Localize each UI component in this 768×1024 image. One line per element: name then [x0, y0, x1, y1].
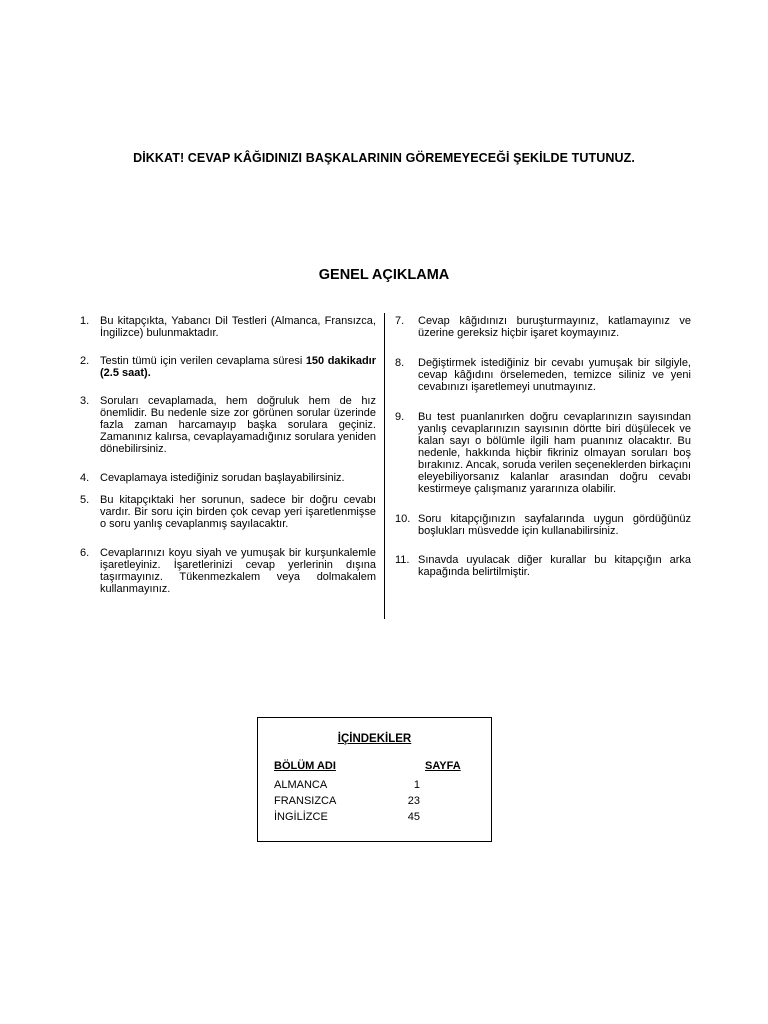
- item-number: 5.: [80, 494, 90, 506]
- column-divider: [384, 313, 385, 619]
- warning-notice: DİKKAT! CEVAP KÂĞIDINIZI BAŞKALARININ GÖREMEYECEĞİ ŞEKİLDE TUTUNUZ.: [133, 151, 635, 165]
- toc-section-name: ALMANCA: [274, 779, 328, 791]
- instruction-item-2: [80, 355, 376, 379]
- instruction-item-8: [395, 357, 691, 393]
- toc-page-number: 23: [407, 795, 420, 807]
- instruction-item-1: [80, 315, 376, 339]
- toc-row: [274, 779, 464, 791]
- toc-page-number: 1: [413, 779, 420, 791]
- item-number: 4.: [80, 472, 90, 484]
- item-text: Cevap kâğıdınızı buruşturmayınız, katlamayınız ve üzerine gereksiz hiçbir işaret koymayınız.: [418, 315, 691, 339]
- toc-row: [274, 811, 464, 823]
- item-text: Cevaplarınızı koyu siyah ve yumuşak bir kurşunkalemle işaretleyiniz. İşaretlerinizi cevap yerlerinin dışına taşırmayınız. Tükenmezkalem veya dolmakalem kullanmayınız.: [100, 547, 376, 595]
- item-text: Testin tümü için verilen cevaplama süresi: [100, 355, 306, 367]
- toc-title: İÇİNDEKİLER: [337, 733, 412, 745]
- item-text: Cevaplamaya istediğiniz sorudan başlayabilirsiniz.: [100, 472, 345, 484]
- item-number: 9.: [395, 411, 405, 423]
- item-number: 6.: [80, 547, 90, 559]
- instruction-item-7: [395, 315, 691, 339]
- instruction-item-3: [80, 395, 376, 455]
- item-number: 3.: [80, 395, 90, 407]
- toc-row: [274, 795, 464, 807]
- item-number: 2.: [80, 355, 90, 367]
- item-text: Soru kitapçığınızın sayfalarında uygun gördüğünüz boşlukları müsvedde için kullanabilirsiniz.: [418, 513, 691, 537]
- instructions-right-column: [395, 315, 691, 578]
- item-text-bold: 150 dakikadır (2.5 saat).: [100, 355, 376, 379]
- toc-section-name: FRANSIZCA: [274, 795, 337, 807]
- item-text: Sınavda uyulacak diğer kurallar bu kitapçığın arka kapağında belirtilmiştir.: [418, 554, 691, 578]
- toc-header-page: SAYFA: [425, 760, 461, 772]
- item-number: 10.: [395, 513, 411, 525]
- instructions-left-column: [80, 315, 376, 595]
- toc-page-number: 45: [407, 811, 420, 823]
- item-number: 7.: [395, 315, 405, 327]
- item-number: 11.: [395, 554, 410, 566]
- item-text: Bu kitapçıkta, Yabancı Dil Testleri (Almanca, Fransızca, İngilizce) bulunmaktadır.: [100, 315, 376, 339]
- item-text: Bu test puanlanırken doğru cevaplarınızın sayısından yanlış cevaplarınızın sayısının dörtte biri düşülecek ve kalan sayı o bölümle ilgili ham puanınız olacaktır. Bu nedenle, hakkında hiçbir fikriniz olmayan soruları boş bırakınız. Ancak, soruda verilen seçeneklerden birkaçını eleyebiliyorsanız kalanlar arasından doğru cevabı kestirmeye çalışmanız yararınıza olabilir.: [418, 411, 691, 495]
- instruction-item-11: [395, 554, 691, 578]
- item-text: Değiştirmek istediğiniz bir cevabı yumuşak bir silgiyle, cevap kâğıdını örselemeden, temizce siliniz ve yeni cevabınızı işaretlemeyi unutmayınız.: [418, 357, 691, 393]
- instruction-item-5: [80, 494, 376, 530]
- item-text: Soruları cevaplamada, hem doğruluk hem de hız önemlidir. Bu nedenle size zor görünen sorular üzerinde fazla zaman harcamayıp başka sorulara geçiniz. Zamanınız kalırsa, cevaplayamadığınız sorulara yeniden dönebilirsiniz.: [100, 395, 376, 455]
- toc-section-name: İNGİLİZCE: [274, 811, 328, 823]
- item-number: 1.: [80, 315, 90, 327]
- item-text: Bu kitapçıktaki her sorunun, sadece bir doğru cevabı vardır. Bir soru için birden çok cevap yeri işaretlenmişse o soru yanlış cevaplanmış sayılacaktır.: [100, 494, 376, 530]
- instruction-item-6: [80, 547, 376, 595]
- instruction-item-10: [395, 513, 691, 537]
- item-number: 8.: [395, 357, 405, 369]
- toc-header-section: BÖLÜM ADI: [274, 760, 336, 772]
- table-of-contents: [257, 717, 492, 842]
- instruction-item-9: [395, 411, 691, 495]
- section-heading: GENEL AÇIKLAMA: [318, 267, 450, 283]
- instruction-item-4: [80, 472, 376, 484]
